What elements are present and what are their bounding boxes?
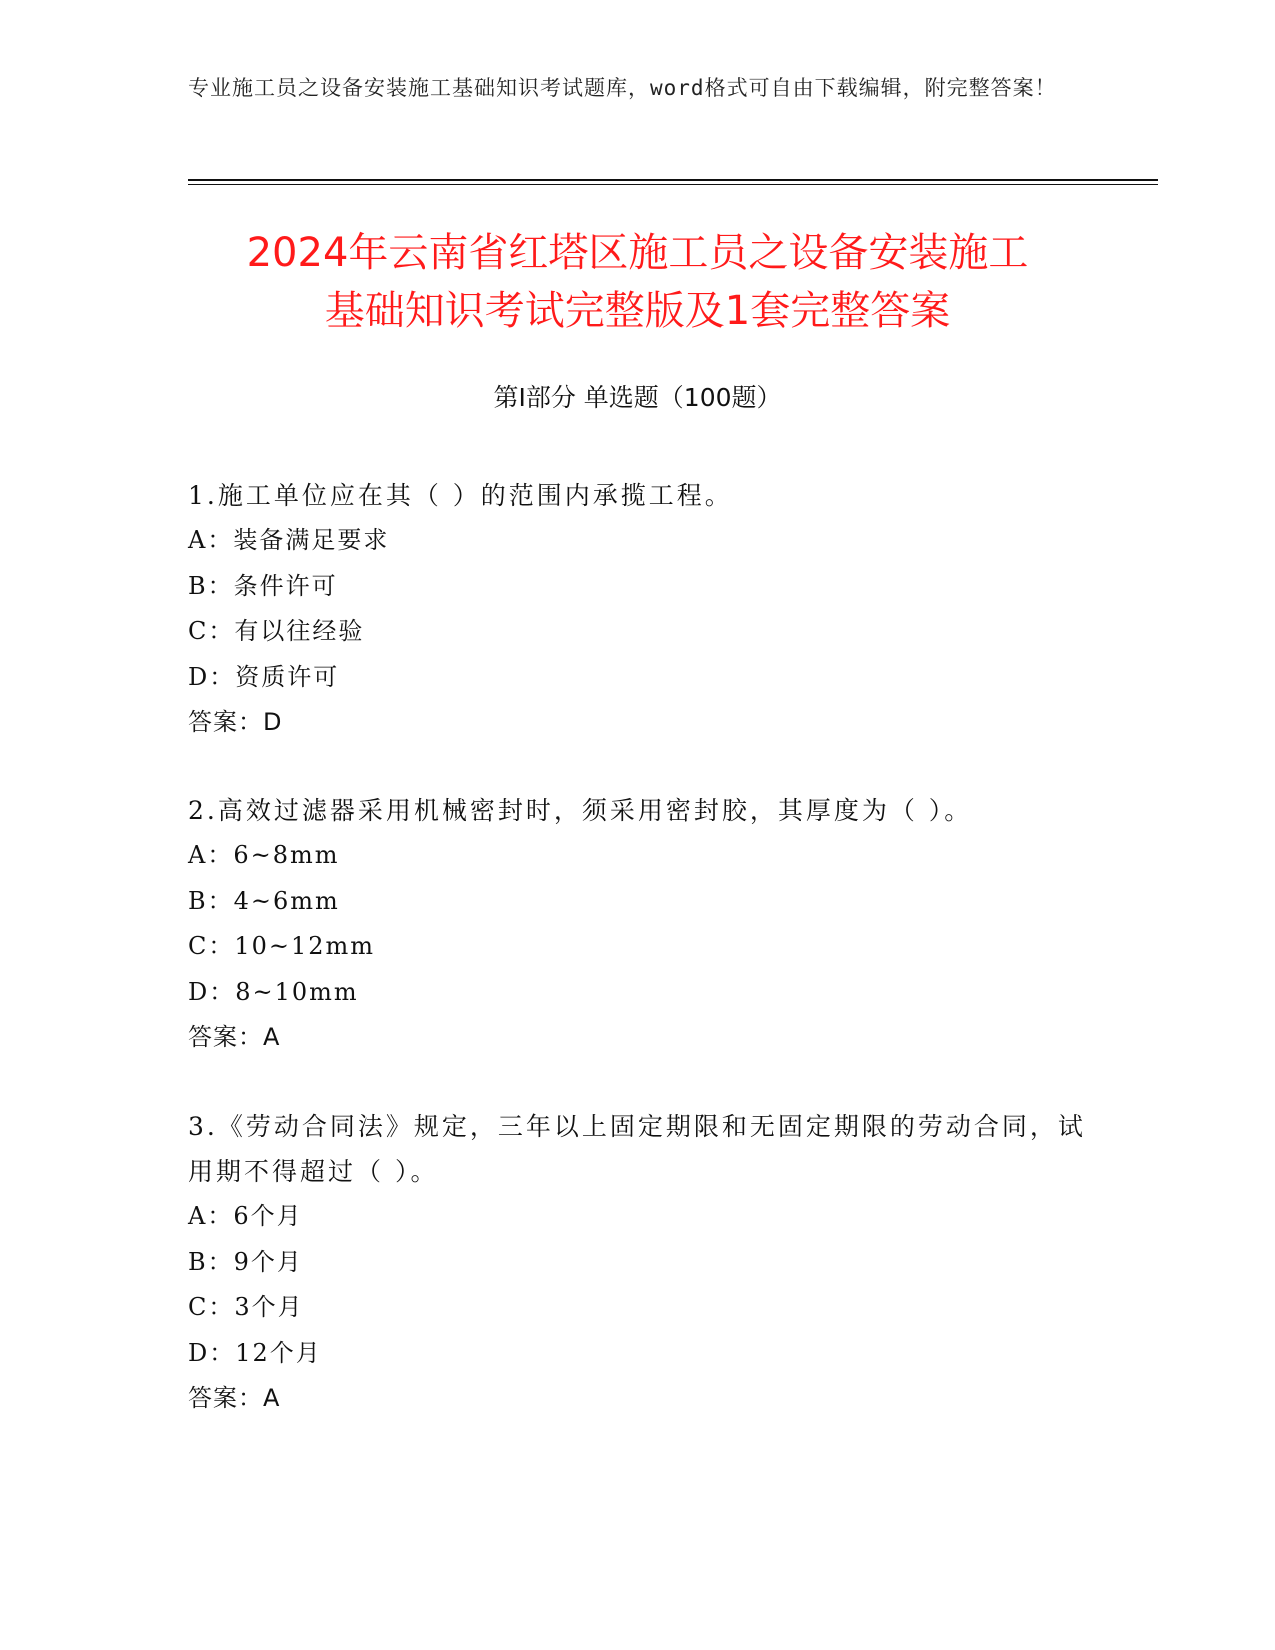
option-d: D：8~10mm (188, 977, 359, 1006)
option-a: A：6个月 (188, 1202, 303, 1230)
title-line-2: 基础知识考试完整版及1套完整答案 (324, 288, 951, 334)
option-a: A：装备满足要求 (188, 526, 390, 554)
question-3 (188, 1104, 1088, 1421)
option-d: D：资质许可 (188, 662, 340, 691)
answer: 答案：A (188, 1384, 281, 1412)
option-c: C：3个月 (188, 1293, 304, 1321)
option-c: C：有以往经验 (188, 617, 365, 645)
option-d: D：12个月 (188, 1338, 322, 1367)
question-stem: 2.高效过滤器采用机械密封时，须采用密封胶，其厚度为（ ）。 (188, 796, 973, 825)
header-divider-thin (188, 184, 1158, 185)
header-note: 专业施工员之设备安装施工基础知识考试题库，word格式可自由下载编辑，附完整答案！ (188, 76, 1057, 100)
question-2 (188, 788, 1088, 1060)
option-b: B：条件许可 (188, 571, 338, 600)
question-stem: 3.《劳动合同法》规定，三年以上固定期限和无固定期限的劳动合同，试用期不得超过（ ）。 (188, 1112, 1086, 1186)
question-stem: 1.施工单位应在其（ ）的范围内承揽工程。 (188, 481, 733, 510)
option-b: B：4~6mm (188, 886, 340, 915)
document-title (150, 224, 1125, 340)
option-b: B：9个月 (188, 1247, 303, 1276)
title-line-1: 2024年云南省红塔区施工员之设备安装施工 (246, 230, 1029, 276)
answer: 答案：D (188, 708, 283, 736)
header-divider-thick (188, 179, 1158, 181)
question-1 (188, 473, 1088, 745)
section-title: 第Ⅰ部分 单选题（100题） (493, 383, 782, 412)
answer: 答案：A (188, 1023, 281, 1051)
option-c: C：10~12mm (188, 932, 376, 960)
option-a: A：6~8mm (188, 841, 340, 869)
